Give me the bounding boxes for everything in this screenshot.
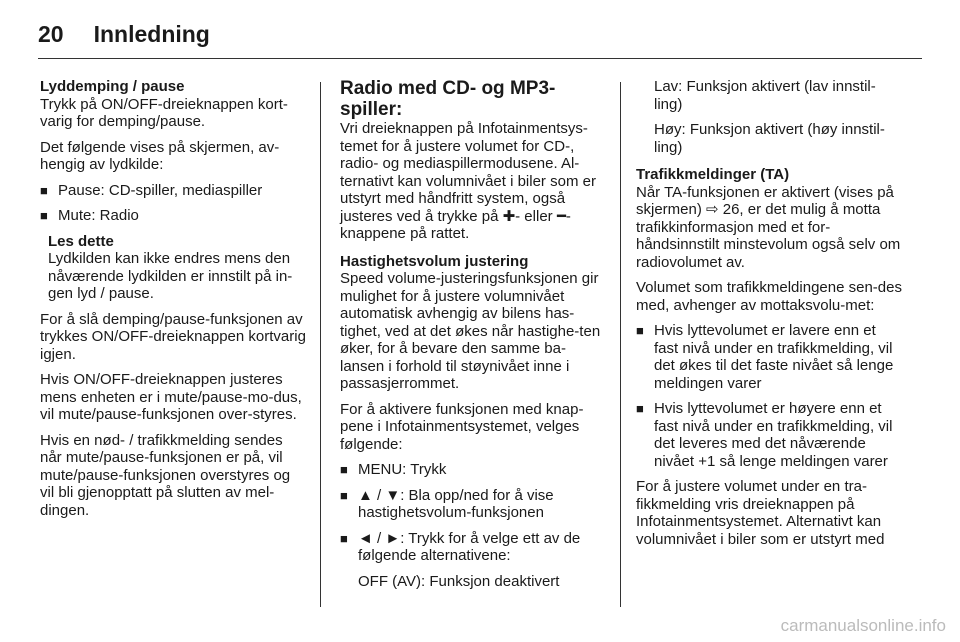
list-item <box>40 207 308 225</box>
column-1 <box>40 78 308 527</box>
subsection-heading: Trafikkmeldinger (TA) <box>636 166 790 183</box>
bullet-icon: ■ <box>340 487 348 503</box>
watermark: carmanualsonline.info <box>780 616 946 635</box>
list-item-text: Hvis lyttevolumet er lavere enn et fast nivå under en trafikkmelding, vil det økes til det faste nivået så lenge meldingen varer <box>654 322 894 392</box>
bullet-icon: ■ <box>40 182 48 198</box>
option-hoy: Høy: Funksjon aktivert (høy innstil-ling) <box>654 121 885 156</box>
list-item-text: ▲ / ▼: Bla opp/ned for å vise hastighetsvolum-funksjonen <box>358 486 554 521</box>
paragraph: Hvis en nød- / trafikkmelding sendes når mute/pause-funksjonen er på, vil mute/pause-funksjonen overstyres og vil bli gjenopptatt på slutten av mel-dingen. <box>40 431 291 519</box>
paragraph: Det følgende vises på skjermen, av-hengig av lydkilde: <box>40 138 280 173</box>
bullet-icon: ■ <box>340 462 348 477</box>
column-divider <box>620 82 621 607</box>
list-item-text: Pause: CD-spiller, mediaspiller <box>58 181 263 199</box>
paragraph: For å slå demping/pause-funksjonen av trykkes ON/OFF-dreieknappen kortvarig igjen. <box>40 310 306 363</box>
bullet-icon: ■ <box>340 530 348 546</box>
paragraph: For å aktivere funksjonen med knap-pene i Infotainmentsystemet, velges følgende: <box>340 400 584 453</box>
note-body: Lydkilden kan ikke endres mens den nåværende lydkilden er innstilt på in-gen lyd / pause. <box>48 250 293 302</box>
subsection-heading: Hastighetsvolum justering <box>340 252 529 270</box>
list-item-text: MENU: Trykk <box>358 461 447 478</box>
list-item <box>340 530 608 565</box>
list-item-text: ◄ / ►: Trykk for å velge ett av de følgende alternativene: <box>358 529 581 564</box>
paragraph: Trykk på ON/OFF-dreieknappen kort-varig for demping/pause. <box>40 95 288 130</box>
paragraph: Speed volume-justeringsfunksjonen gir mulighet for å justere volumnivået automatisk avhengig av bilens has-tighet, ved at det økes når hastighe-ten øker, for å bevare den samme ba-lansen i forhold til støynivået inne i passasjerrommet. <box>340 270 601 392</box>
list-item <box>340 461 608 479</box>
list-item <box>636 400 904 470</box>
paragraph: Vri dreieknappen på Infotainmentsys-temet for å justere volumet for CD-, radio- og mediaspillermodusene. Al-ternativt kan volumnivået i biler som er utstyrt med håndfritt system, også justeres ved å trykke på ✚- eller ━-knappene på rattet. <box>340 120 596 242</box>
chapter-title: Innledning <box>93 20 210 47</box>
list-item-text: Mute: Radio <box>58 207 139 224</box>
paragraph: Hvis ON/OFF-dreieknappen justeres mens enheten er i mute/pause-mo-dus, vil mute/pause-funksjonen over-styres. <box>40 371 302 423</box>
column-3 <box>636 78 904 556</box>
paragraph: Volumet som trafikkmeldingene sen-des med, avhenger av mottaksvolu-met: <box>636 279 902 314</box>
bullet-icon: ■ <box>40 208 48 223</box>
page-header <box>38 14 210 54</box>
paragraph: Når TA-funksjonen er aktivert (vises på skjermen) ⇨ 26, er det mulig å motta trafikkinformasjon med et for-håndsinnstilt minstevolum også selv om radiovolumet av. <box>636 183 901 271</box>
note-box <box>40 233 308 303</box>
list-item <box>636 322 904 392</box>
page-number: 20 <box>38 20 64 47</box>
column-2 <box>340 78 608 598</box>
header-rule <box>38 58 922 59</box>
option-off: OFF (AV): Funksjon deaktivert <box>358 572 560 590</box>
option-lav: Lav: Funksjon aktivert (lav innstil-ling) <box>654 78 876 113</box>
list-item-text: Hvis lyttevolumet er høyere enn et fast nivå under en trafikkmelding, vil det leveres med det nåværende nivået +1 så lenge meldingen varer <box>654 400 893 470</box>
section-heading: Lyddemping / pause <box>40 78 185 95</box>
bullet-icon: ■ <box>636 323 644 338</box>
note-title: Les dette <box>48 232 114 250</box>
list-item <box>340 487 608 522</box>
bullet-icon: ■ <box>636 401 644 416</box>
paragraph: For å justere volumet under en tra-fikkmelding vris dreieknappen på Infotainmentsystemet. Alternativt kan volumnivået i biler som er utstyrt med <box>636 478 885 548</box>
column-divider <box>320 82 321 607</box>
section-heading: Radio med CD- og MP3-spiller: <box>340 78 556 120</box>
list-item <box>40 182 308 200</box>
